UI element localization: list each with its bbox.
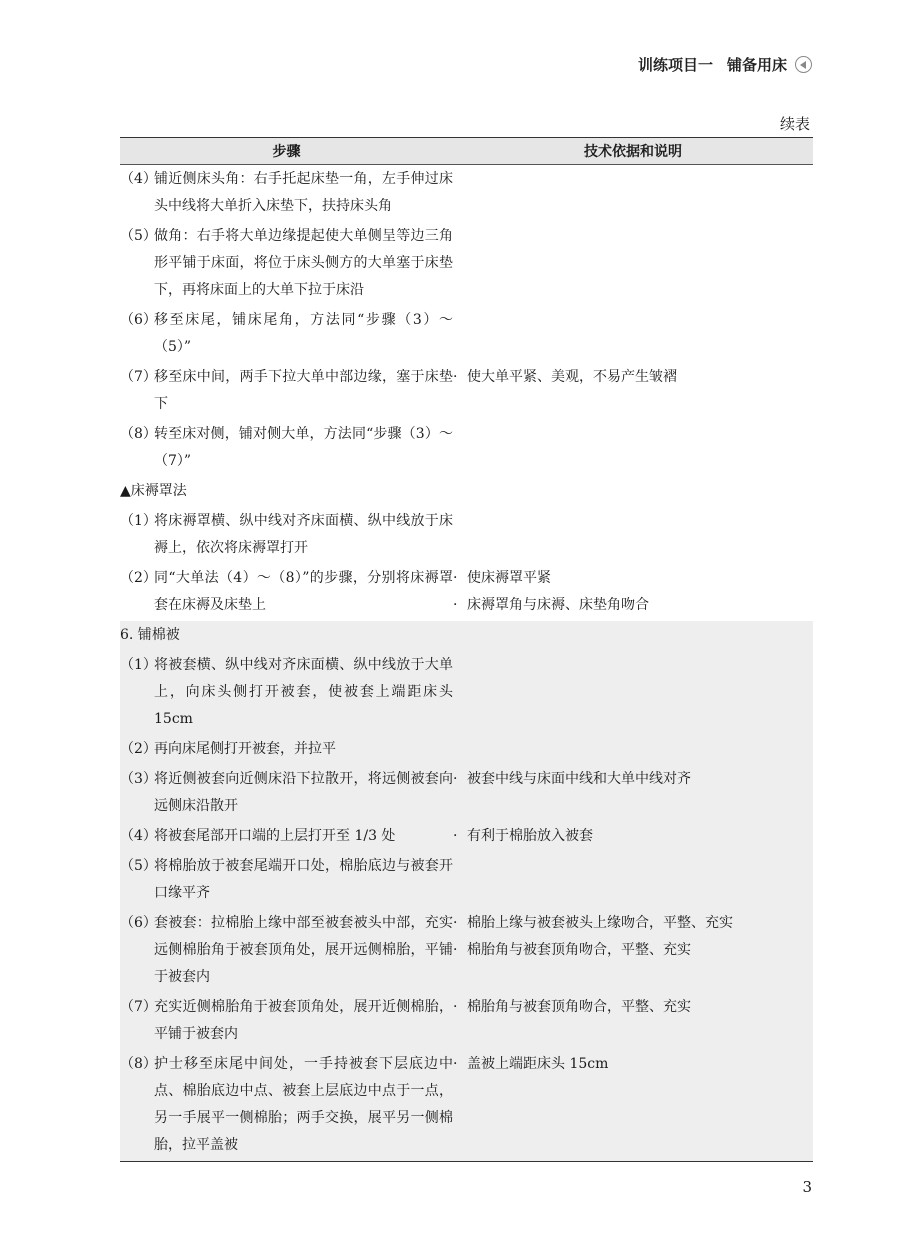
note-cell (453, 222, 813, 306)
bullet-icon: · (453, 771, 458, 787)
step-cell (120, 363, 453, 420)
step-cell (120, 564, 453, 621)
note-text: 棉胎角与被套顶角吻合，平整、充实 (467, 999, 691, 1015)
table-row (120, 993, 813, 1050)
note-cell (453, 306, 813, 363)
step-number: （6） (120, 915, 157, 931)
step-cell (120, 477, 453, 507)
step-text: 将床褥罩横、纵中线对齐床面横、纵中线放于床褥上，依次将床褥罩打开 (154, 513, 453, 556)
table-row (120, 165, 813, 223)
step-text: 将近侧被套向近侧床沿下拉散开，将远侧被套向远侧床沿散开 (154, 771, 453, 814)
table-row (120, 735, 813, 765)
step-text: 将被套尾部开口端的上层打开至 1/3 处 (154, 828, 396, 844)
note-cell (453, 621, 813, 651)
bullet-icon: · (453, 828, 458, 844)
note-item (453, 592, 813, 619)
note-item (453, 937, 813, 964)
step-cell (120, 735, 453, 765)
bullet-icon: · (453, 999, 458, 1015)
note-cell (453, 822, 813, 852)
note-item (453, 823, 813, 850)
step-cell (120, 993, 453, 1050)
note-item (453, 766, 813, 793)
step-number: （3） (120, 771, 157, 787)
steps-table (120, 137, 813, 1162)
bullet-icon: · (453, 915, 458, 931)
step-number: （4） (120, 828, 157, 844)
note-cell (453, 507, 813, 564)
step-number: （1） (120, 513, 157, 529)
bullet-icon: · (453, 597, 458, 613)
table-row (120, 420, 813, 477)
note-text: 使床褥罩平紧 (467, 570, 551, 586)
step-cell (120, 222, 453, 306)
bullet-icon: · (453, 942, 458, 958)
table-header-row (120, 138, 813, 165)
table-row (120, 852, 813, 909)
note-cell (453, 651, 813, 735)
note-item (453, 1051, 813, 1078)
note-cell (453, 765, 813, 822)
step-text: 充实近侧棉胎角于被套顶角处，展开近侧棉胎，平铺于被套内 (154, 999, 453, 1042)
table-row (120, 564, 813, 621)
bullet-icon: · (453, 570, 458, 586)
step-number: （7） (120, 369, 157, 385)
note-text: 盖被上端距床头 15cm (467, 1056, 609, 1072)
step-number: （6） (120, 312, 157, 328)
step-cell (120, 765, 453, 822)
table-row (120, 507, 813, 564)
page-number: 3 (802, 1178, 812, 1196)
continued-label: 续表 (779, 115, 810, 133)
section-heading: 6. 铺棉被 (120, 627, 180, 643)
note-text: 棉胎上缘与被套被头上缘吻合，平整、充实 (467, 915, 733, 931)
note-text: 床褥罩角与床褥、床垫角吻合 (467, 597, 649, 613)
step-cell (120, 621, 453, 651)
table-row (120, 306, 813, 363)
table-row (120, 822, 813, 852)
note-cell (453, 420, 813, 477)
note-cell (453, 477, 813, 507)
note-text: 有利于棉胎放入被套 (467, 828, 593, 844)
note-cell (453, 165, 813, 223)
back-triangle-icon (795, 56, 812, 73)
note-item (453, 565, 813, 592)
step-cell (120, 306, 453, 363)
step-number: （5） (120, 228, 157, 244)
step-text: 护士移至床尾中间处，一手持被套下层底边中点、棉胎底边中点、被套上层底边中点于一点，另一手展平一侧棉胎；两手交换，展平另一侧棉胎，拉平盖被 (154, 1056, 453, 1153)
step-text: 铺近侧床头角：右手托起床垫一角，左手伸过床头中线将大单折入床垫下，扶持床头角 (154, 171, 453, 214)
note-item (453, 364, 813, 391)
table-body (120, 165, 813, 1162)
step-text: 移至床尾，铺床尾角，方法同“步骤（3）～（5）” (154, 312, 453, 355)
step-number: （2） (120, 570, 157, 586)
table-row (120, 363, 813, 420)
note-cell (453, 564, 813, 621)
note-cell (453, 1050, 813, 1162)
step-number: （2） (120, 741, 157, 757)
table-row (120, 222, 813, 306)
header-note: 技术依据和说明 (453, 138, 813, 165)
step-text: 将被套横、纵中线对齐床面横、纵中线放于大单上，向床头侧打开被套，使被套上端距床头 15cm (154, 657, 453, 727)
table-row (120, 477, 813, 507)
header-part2: 铺备用床 (726, 56, 787, 74)
bullet-icon: · (453, 369, 458, 385)
step-text: 移至床中间，两手下拉大单中部边缘，塞于床垫下 (154, 369, 453, 412)
step-number: （5） (120, 858, 157, 874)
step-cell (120, 1050, 453, 1162)
table-row (120, 1050, 813, 1162)
step-cell (120, 420, 453, 477)
note-text: 棉胎角与被套顶角吻合，平整、充实 (467, 942, 691, 958)
step-number: （8） (120, 426, 157, 442)
step-cell (120, 651, 453, 735)
note-text: 使大单平紧、美观，不易产生皱褶 (467, 369, 677, 385)
header-part1: 训练项目一 (637, 56, 713, 74)
running-header (638, 54, 812, 75)
step-cell (120, 852, 453, 909)
step-text: 转至床对侧，铺对侧大单，方法同“步骤（3）～（7）” (154, 426, 453, 469)
step-text: 再向床尾侧打开被套，并拉平 (154, 741, 336, 757)
table-row (120, 651, 813, 735)
note-cell (453, 735, 813, 765)
note-cell (453, 852, 813, 909)
step-text: 将棉胎放于被套尾端开口处，棉胎底边与被套开口缘平齐 (154, 858, 453, 901)
note-cell (453, 363, 813, 420)
note-cell (453, 909, 813, 993)
section-heading: ▲床褥罩法 (120, 483, 187, 499)
step-cell (120, 909, 453, 993)
note-text: 被套中线与床面中线和大单中线对齐 (467, 771, 691, 787)
table-row (120, 765, 813, 822)
step-number: （4） (120, 171, 157, 187)
table-row (120, 621, 813, 651)
note-item (453, 910, 813, 937)
step-cell (120, 507, 453, 564)
note-item (453, 994, 813, 1021)
step-number: （7） (120, 999, 157, 1015)
step-cell (120, 822, 453, 852)
table-row (120, 909, 813, 993)
step-text: 做角：右手将大单边缘提起使大单侧呈等边三角形平铺于床面，将位于床头侧方的大单塞于床垫下，再将床面上的大单下拉于床沿 (154, 228, 453, 298)
bullet-icon: · (453, 1056, 458, 1072)
step-number: （8） (120, 1056, 157, 1072)
header-step: 步骤 (120, 138, 453, 165)
note-cell (453, 993, 813, 1050)
step-text: 同“大单法（4）～（8）”的步骤，分别将床褥罩套在床褥及床垫上 (154, 570, 453, 613)
step-cell (120, 165, 453, 223)
step-number: （1） (120, 657, 157, 673)
step-text: 套被套：拉棉胎上缘中部至被套被头中部，充实远侧棉胎角于被套顶角处，展开远侧棉胎，平铺于被套内 (154, 915, 453, 985)
